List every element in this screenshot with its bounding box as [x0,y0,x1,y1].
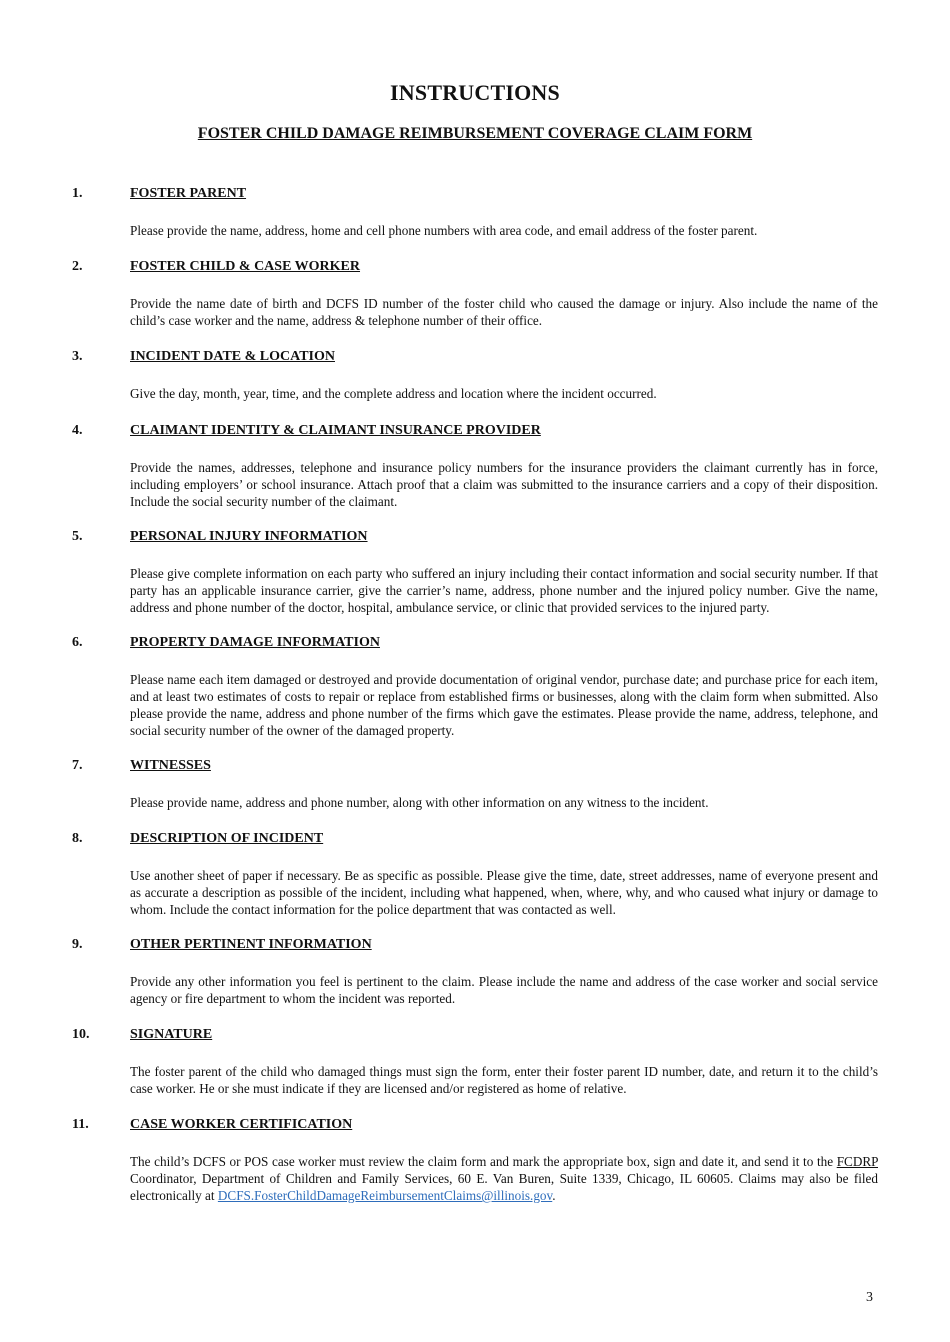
certification-text-middle: Coordinator, Department of Children and Family Services, 60 E. Van Buren, Suite 1339, Chicago, IL 60605. Claims may also be filed electronically at [130,1171,878,1203]
certification-text-end: . [552,1188,556,1203]
page-title: INSTRUCTIONS [390,80,560,105]
section-text: Give the day, month, year, time, and the complete address and location where the incident occurred. [130,386,657,401]
section-heading: FOSTER CHILD & CASE WORKER [130,259,361,274]
section-text: Provide the name date of birth and DCFS ID number of the foster child who caused the damage or injury. Also include the name of the child’s case worker and the name, address & telephone number of their office. [130,296,878,328]
section-text: Please name each item damaged or destroyed and provide documentation of original vendor, purchase date; and purchase price for each item, and at least two estimates of costs to repair or replace from established firms or businesses, along with the claim form when submitted. Also please provide the name, address and phone number of the firms which gave the estimates. Please provide the name, address, telephone, and social security number of the owner of the damaged property. [130,672,878,738]
section-heading: CASE WORKER CERTIFICATION [130,1117,353,1132]
section-number: 2. [72,259,83,274]
section-heading: WITNESSES [130,758,211,773]
section-text [130,1153,878,1204]
section-heading: DESCRIPTION OF INCIDENT [130,831,324,846]
page-number: 3 [866,1290,873,1305]
section-text: Please give complete information on each party who suffered an injury including their contact information and social security number. If that party has an applicable insurance carrier, give the carrier’s name, address, phone number and the injured policy number. Give the name, address and phone number of the doctor, hospital, ambulance service, or clinic that provided services to the injured party. [130,566,878,615]
section-heading: PERSONAL INJURY INFORMATION [130,529,368,544]
section-text: Provide any other information you feel is pertinent to the claim. Please include the name and address of the case worker and social service agency or fire department to whom the incident was reported. [130,974,878,1006]
section-text: Please provide the name, address, home and cell phone numbers with area code, and email address of the foster parent. [130,223,758,238]
section-heading: FOSTER PARENT [130,186,247,201]
fcdrp-abbreviation: FCDRP [836,1154,878,1169]
section-number: 8. [72,831,83,846]
section-number: 5. [72,529,83,544]
section-heading: PROPERTY DAMAGE INFORMATION [130,635,380,650]
section-number: 11. [72,1117,89,1132]
section-number: 1. [72,186,83,201]
section-number: 6. [72,635,83,650]
section-text: Provide the names, addresses, telephone and insurance policy numbers for the insurance providers the claimant currently has in force, including employers’ or school insurance. Attach proof that a claim was submitted to the insurance carriers and a copy of their disposition. Include the social security number of the claimant. [130,460,878,509]
section-text: Please provide name, address and phone number, along with other information on any witness to the incident. [130,795,709,810]
section-heading: INCIDENT DATE & LOCATION [130,349,335,364]
section-number: 10. [72,1027,90,1042]
section-text: The foster parent of the child who damaged things must sign the form, enter their foster parent ID number, date, and return it to the child’s case worker. He or she must indicate if they are licensed and/or registered as home of relative. [130,1064,878,1096]
section-number: 9. [72,937,83,952]
section-number: 7. [72,758,83,773]
section-text: Use another sheet of paper if necessary. Be as specific as possible. Please give the time, date, street addresses, name of everyone present and as accurate a description as possible of the incident, including what happened, when, where, why, and who caused what injury or damage to whom. Include the contact information for the police department that was contacted as well. [130,868,878,917]
section-heading: SIGNATURE [130,1027,213,1042]
certification-text-start: The child’s DCFS or POS case worker must review the claim form and mark the appropriate box, sign and date it, and send it to the [130,1154,837,1169]
section-number: 3. [72,349,83,364]
claims-email-link[interactable]: DCFS.FosterChildDamageReimbursementClaims@illinois.gov [217,1188,553,1203]
form-subtitle: FOSTER CHILD DAMAGE REIMBURSEMENT COVERAGE CLAIM FORM [197,125,753,142]
section-number: 4. [72,423,83,438]
section-heading: CLAIMANT IDENTITY & CLAIMANT INSURANCE PROVIDER [130,423,541,438]
section-heading: OTHER PERTINENT INFORMATION [130,937,372,952]
